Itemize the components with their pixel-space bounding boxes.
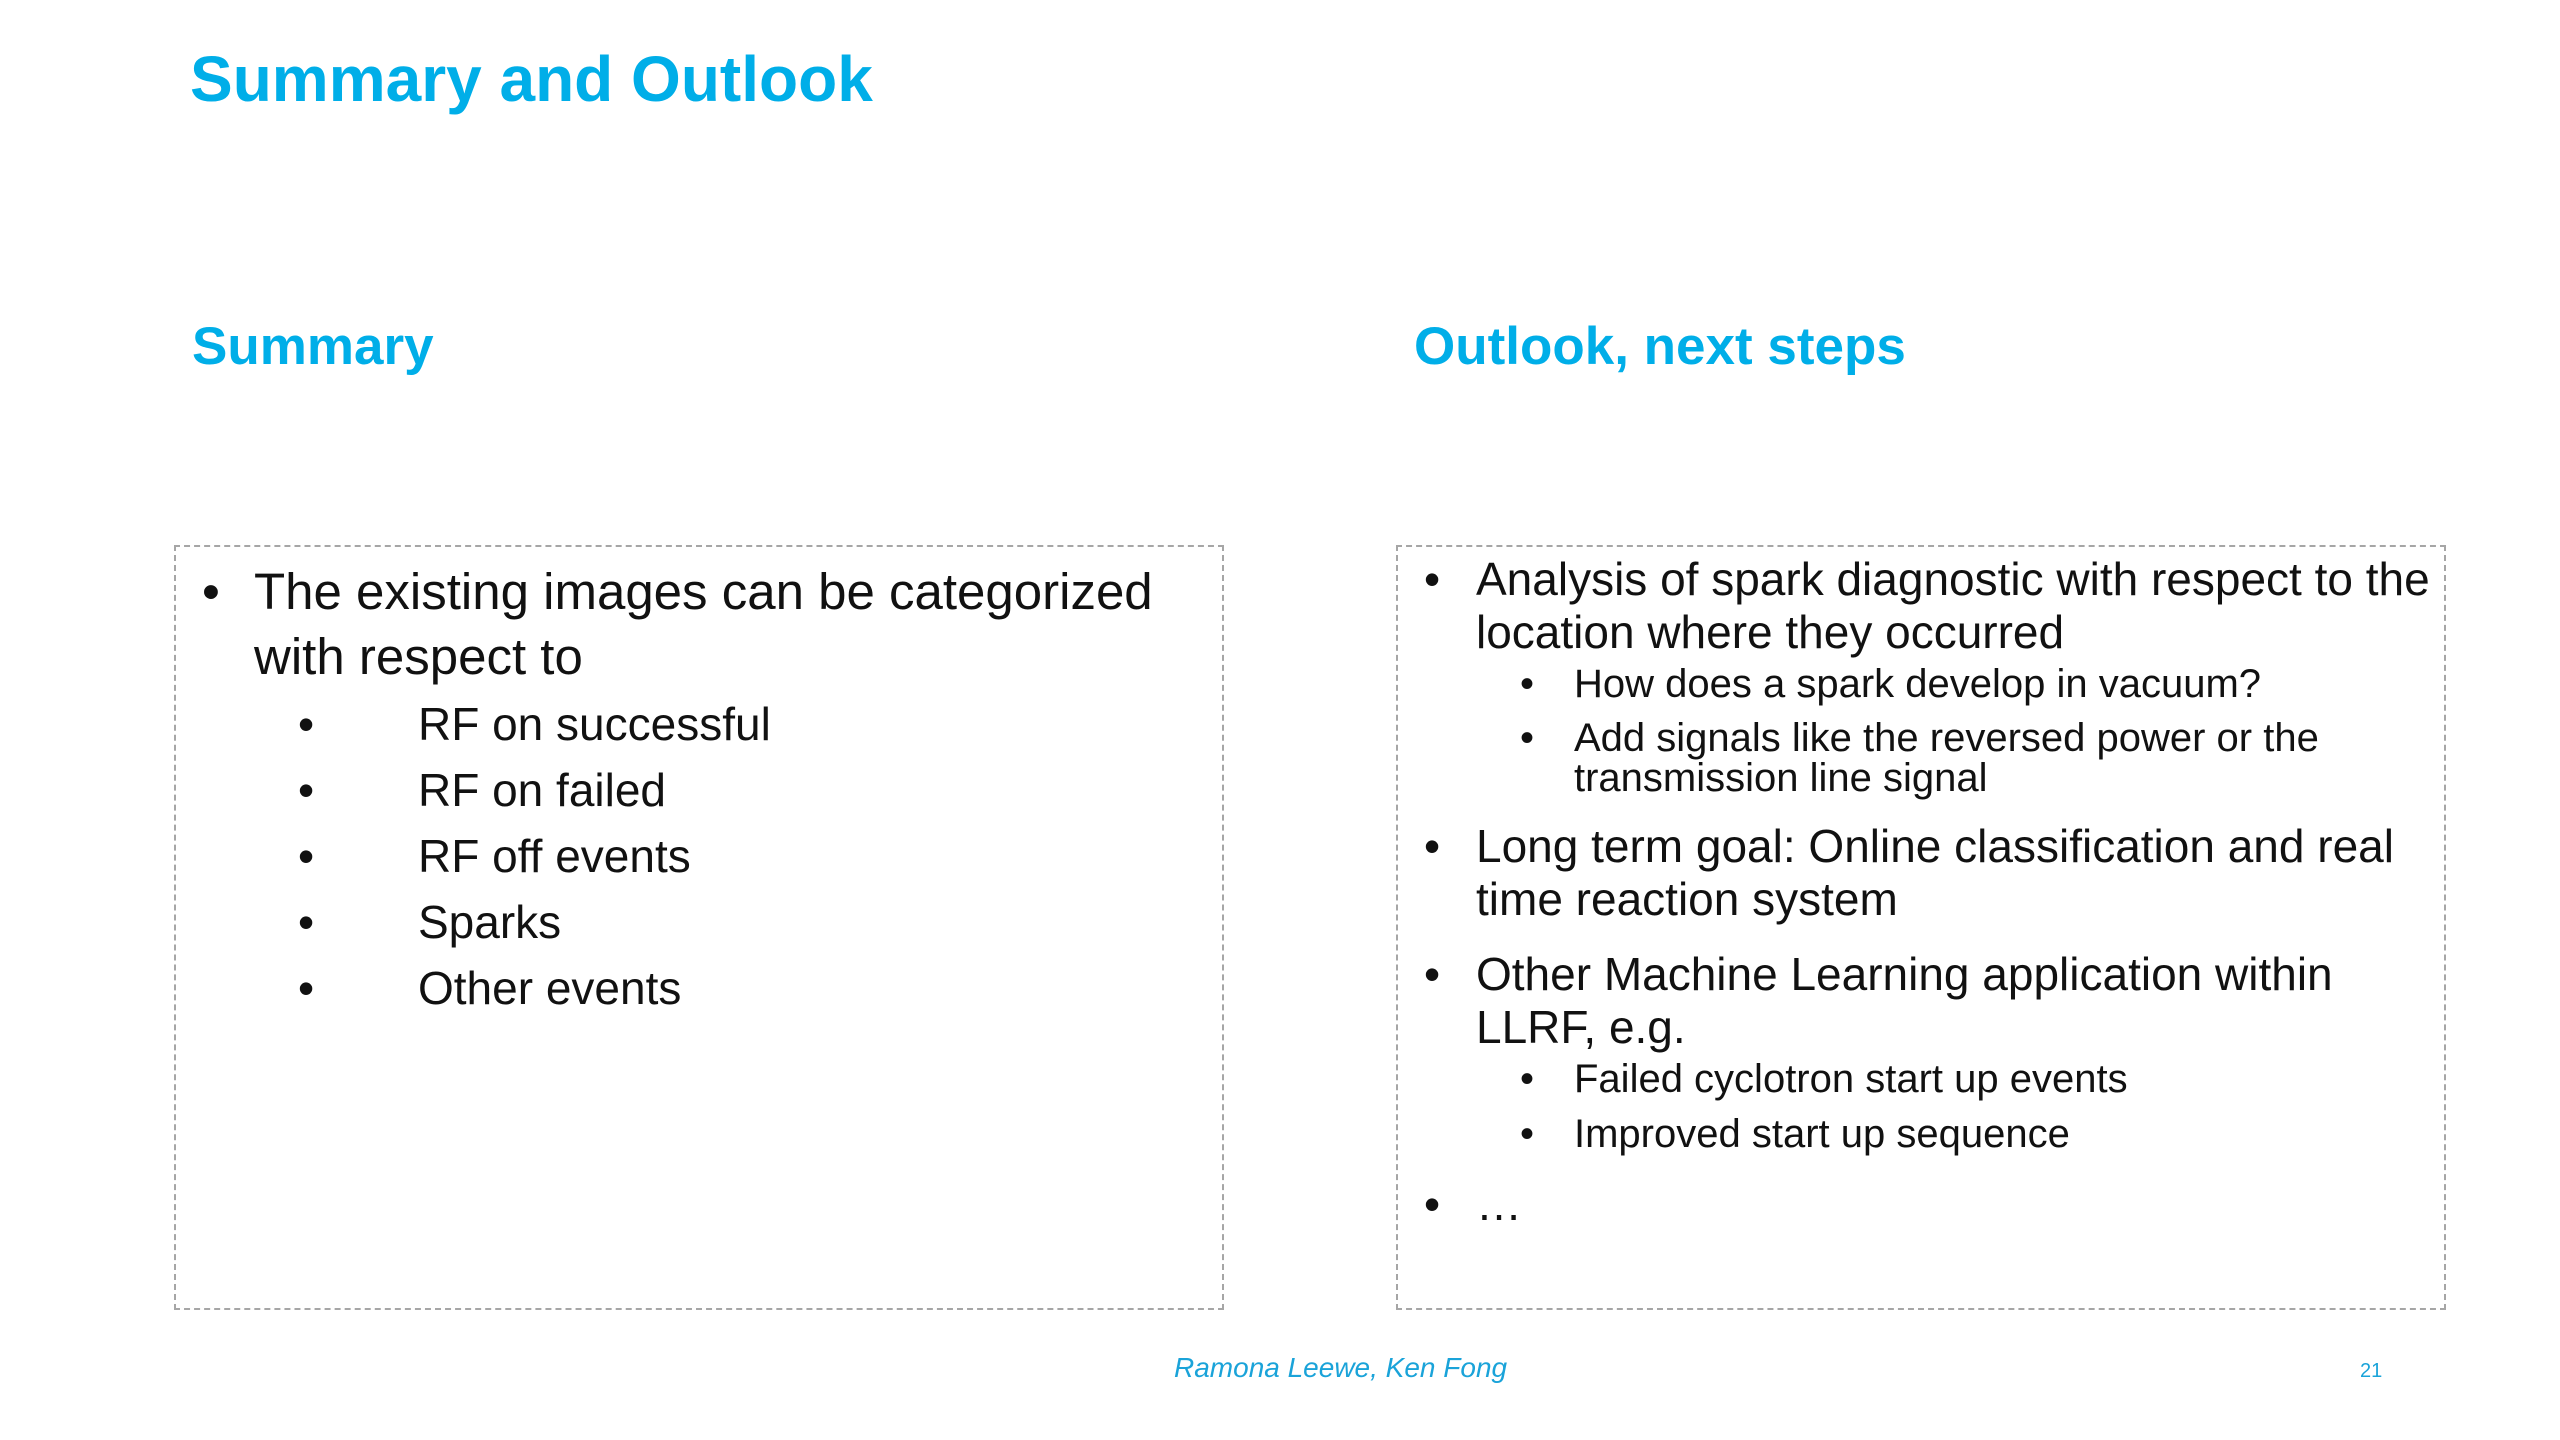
outlook-subitem: • Failed cyclotron start up events (1408, 1058, 2438, 1101)
outlook-sublist (1408, 1058, 2438, 1156)
summary-subitem: • RF on successful (186, 691, 1206, 757)
outlook-item-text: Other Machine Learning application within LLRF, e.g. (1476, 948, 2333, 1053)
summary-subitem: • RF on failed (186, 757, 1206, 823)
summary-box (174, 545, 1224, 1310)
outlook-item-text: … (1476, 1178, 1522, 1230)
outlook-box (1396, 545, 2446, 1310)
summary-item (186, 559, 1206, 1021)
outlook-item (1408, 948, 2438, 1156)
outlook-item (1408, 1178, 2438, 1231)
outlook-item (1408, 553, 2438, 798)
outlook-subitem: • Add signals like the reversed power or the transmission line signal (1408, 718, 2438, 798)
summary-sublist (186, 691, 1206, 1021)
summary-heading: Summary (192, 317, 434, 376)
summary-subitem: • Other events (186, 955, 1206, 1021)
outlook-heading: Outlook, next steps (1414, 317, 1906, 376)
summary-list (186, 559, 1206, 1021)
outlook-item-text: Analysis of spark diagnostic with respect to the location where they occurred (1476, 553, 2430, 658)
summary-subitem: • Sparks (186, 889, 1206, 955)
page-number: 21 (2360, 1360, 2383, 1382)
summary-item-text: The existing images can be categorized with respect to (254, 563, 1153, 685)
outlook-subitem: • Improved start up sequence (1408, 1113, 2438, 1156)
slide-title: Summary and Outlook (190, 43, 873, 115)
outlook-subitem: • How does a spark develop in vacuum? (1408, 663, 2438, 706)
outlook-list (1408, 553, 2438, 1253)
outlook-item-text: Long term goal: Online classification and real time reaction system (1476, 820, 2394, 925)
summary-subitem: • RF off events (186, 823, 1206, 889)
outlook-sublist (1408, 663, 2438, 798)
footer-author: Ramona Leewe, Ken Fong (1174, 1352, 1508, 1383)
outlook-item (1408, 820, 2438, 926)
